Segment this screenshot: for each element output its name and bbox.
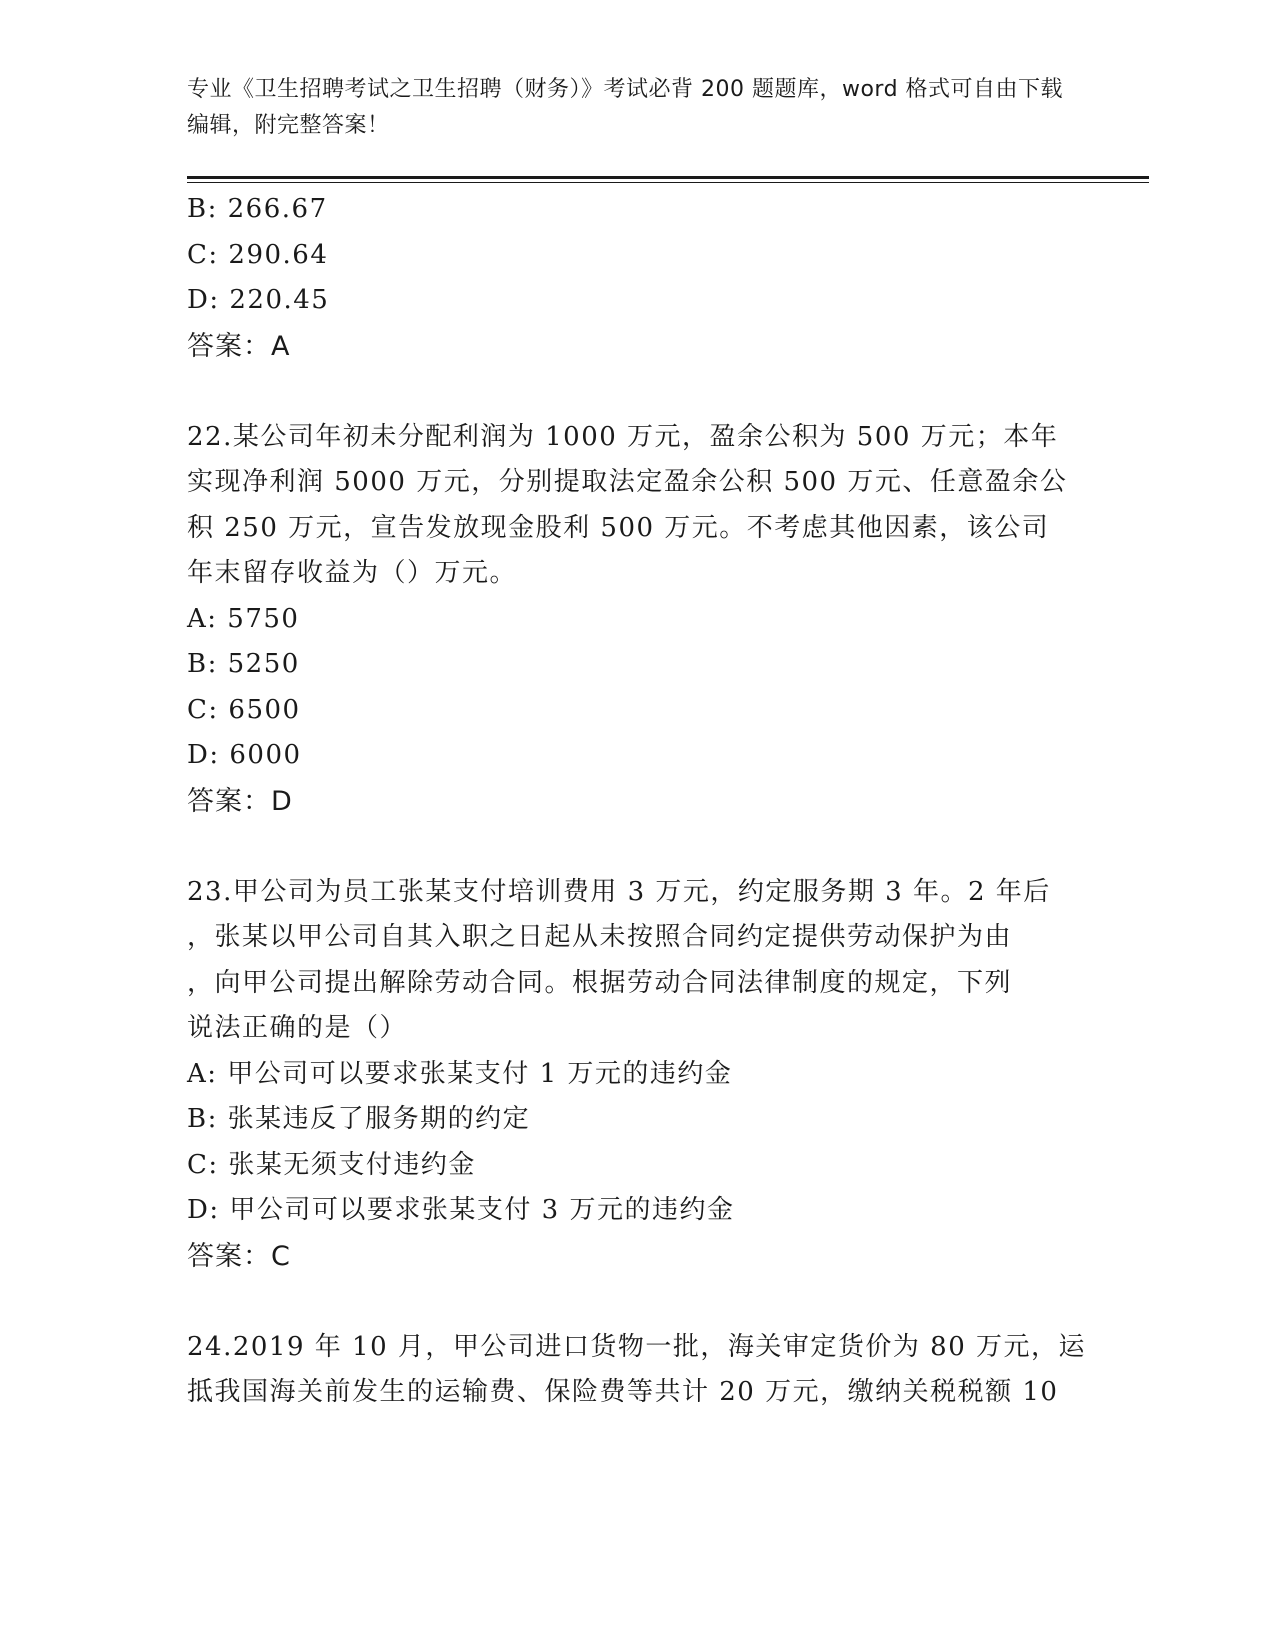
option-c: C: 张某无须支付违约金 xyxy=(187,1149,476,1180)
question-text-line: 年末留存收益为（）万元。 xyxy=(187,558,518,588)
option-b: B: 266.67 xyxy=(187,194,328,224)
question-text-line: 23.甲公司为员工张某支付培训费用 3 万元，约定服务期 3 年。2 年后 xyxy=(187,876,1051,907)
option-a: A: 5750 xyxy=(187,603,300,634)
header-rule-thin xyxy=(187,182,1149,183)
question-23 xyxy=(187,870,1087,1280)
question-text-line: 积 250 万元，宣告发放现金股利 500 万元。不考虑其他因素，该公司 xyxy=(187,512,1050,543)
option-a: A: 甲公司可以要求张某支付 1 万元的违约金 xyxy=(187,1058,733,1089)
document-body xyxy=(187,187,1087,1416)
question-24 xyxy=(187,1325,1087,1416)
question-22 xyxy=(187,415,1087,825)
header-rule-thick xyxy=(187,176,1149,179)
question-text-line: 24.2019 年 10 月，甲公司进口货物一批，海关审定货价为 80 万元，运 xyxy=(187,1331,1087,1362)
question-text-line: 抵我国海关前发生的运输费、保险费等共计 20 万元，缴纳关税税额 10 xyxy=(187,1377,1059,1407)
question-text-line: 实现净利润 5000 万元，分别提取法定盈余公积 500 万元、任意盈余公 xyxy=(187,467,1068,497)
option-b: B: 张某违反了服务期的约定 xyxy=(187,1104,531,1134)
option-c: C: 290.64 xyxy=(187,239,329,270)
question-text-line: 说法正确的是（） xyxy=(187,1013,408,1043)
answer-line: 答案：C xyxy=(187,1240,291,1272)
answer-line: 答案：D xyxy=(187,785,293,817)
option-d: D: 甲公司可以要求张某支付 3 万元的违约金 xyxy=(187,1195,735,1225)
document-header: 专业《卫生招聘考试之卫生招聘（财务）》考试必背 200 题题库，word 格式可自由下载编辑，附完整答案！ xyxy=(187,77,1064,138)
question-text-line: ，向甲公司提出解除劳动合同。根据劳动合同法律制度的规定，下列 xyxy=(187,967,1013,998)
option-d: D: 220.45 xyxy=(187,285,330,315)
question-text-line: 22.某公司年初未分配利润为 1000 万元，盈余公积为 500 万元；本年 xyxy=(187,421,1059,452)
answer-line: 答案：A xyxy=(187,330,291,362)
question-21-tail xyxy=(187,187,1087,369)
question-text-line: ，张某以甲公司自其入职之日起从未按照合同约定提供劳动保护为由 xyxy=(187,922,1013,952)
option-c: C: 6500 xyxy=(187,694,301,725)
option-b: B: 5250 xyxy=(187,649,300,679)
option-d: D: 6000 xyxy=(187,740,302,770)
